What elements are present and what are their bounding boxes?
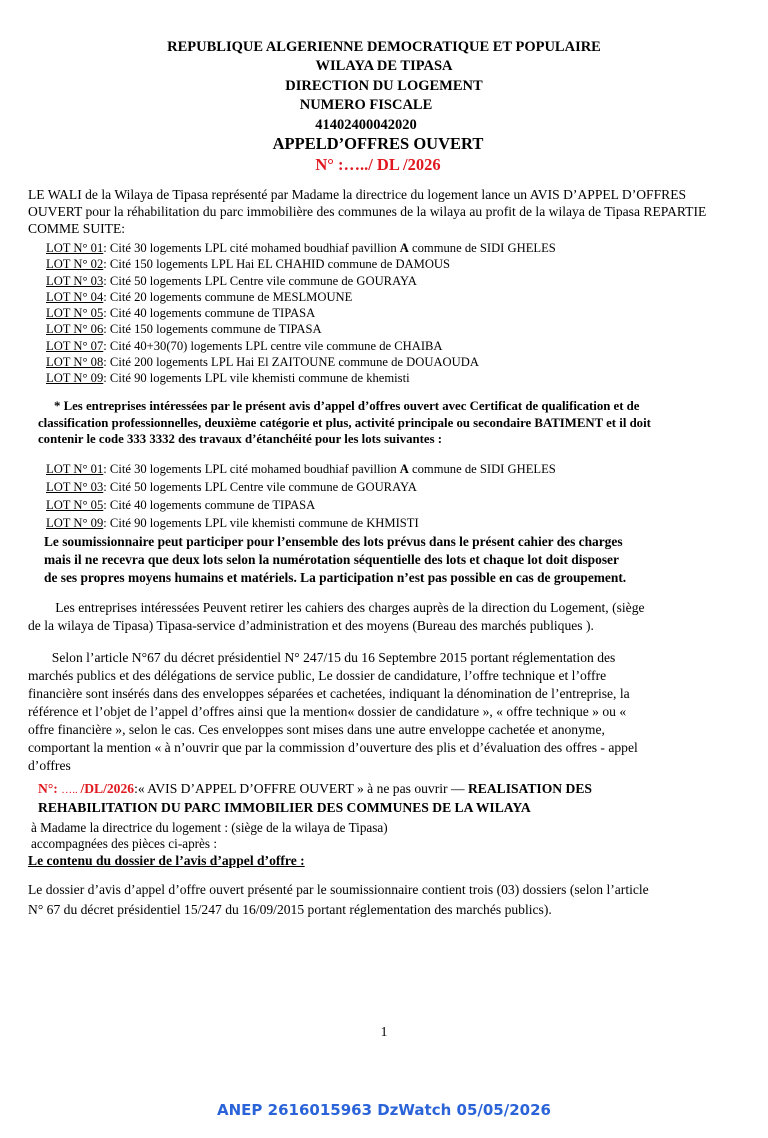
entreprises-paragraph <box>38 398 738 448</box>
lot-label: LOT N° 09 <box>46 516 104 530</box>
retirer-line: Les entreprises intéressées Peuvent retirer les cahiers des charges auprès de la direction du Logement, (siège <box>28 600 645 615</box>
lot-text-post: commune de SIDI GHELES <box>408 462 556 476</box>
accompagnees-line: accompagnées des pièces ci-après : <box>31 836 217 851</box>
document-number: N° :…../ DL /2026 <box>315 155 441 174</box>
dossier-line: N° 67 du décret présidentiel 15/247 du 16/09/2015 portant réglementation des marchés publics). <box>28 902 552 917</box>
lot-text: : Cité 200 logements LPL Hai El ZAITOUNE commune de DOUAOUDA <box>103 355 479 370</box>
lots-list-secondary <box>46 460 746 532</box>
lot-item <box>46 478 746 496</box>
page-number: 1 <box>380 1024 388 1039</box>
article-line: référence et l’objet de l’appel d’offres ainsi que la mention« dossier de candidature », « offre technique » ou « <box>28 704 627 719</box>
envelope-notice-line1 <box>38 780 738 799</box>
header-direction: DIRECTION DU LOGEMENT <box>285 78 483 94</box>
lot-item <box>46 273 746 289</box>
madame-line: à Madame la directrice du logement : (siège de la wilaya de Tipasa) <box>31 820 388 835</box>
article-line: marchés publics et des délégations de service public, Le dossier de candidature, l’offre technique et l’offre <box>28 668 607 683</box>
lot-label: LOT N° 07 <box>46 338 104 353</box>
soumissionnaire-line: mais il ne recevra que deux lots selon la numérotation séquentielle des lots et chaque lot doit disposer <box>44 552 619 568</box>
notice-dots: ….. <box>61 784 81 796</box>
lot-label: LOT N° 03 <box>46 273 104 288</box>
lot-label: LOT N° 08 <box>46 355 104 370</box>
lot-text: : Cité 90 logements LPL vile khemisti commune de khemisti <box>103 371 410 386</box>
lot-item <box>46 354 746 370</box>
lot-item <box>46 514 746 532</box>
article-paragraph <box>28 649 743 775</box>
lots-list <box>46 240 746 387</box>
lot-label: LOT N° 03 <box>46 480 104 494</box>
lot-text: : Cité 50 logements LPL Centre vile commune de GOURAYA <box>103 480 417 494</box>
article-line: Selon l’article N°67 du décret présidentiel N° 247/15 du 16 Septembre 2015 portant réglementation des <box>28 650 616 665</box>
notice-n-label: N°: <box>38 781 62 796</box>
notice-text-bold: REALISATION DES <box>467 781 592 796</box>
lot-label: LOT N° 01 <box>46 462 104 476</box>
entreprises-line: * Les entreprises intéressées par le présent avis d’appel d’offres ouvert avec Certificat de qualification et de <box>38 399 640 413</box>
lot-item <box>46 370 746 386</box>
article-line: d’offres <box>28 758 71 773</box>
entreprises-line: contenir le code 333 3332 des travaux d’étanchéité pour les lots suivantes : <box>38 432 443 447</box>
header-republic: REPUBLIQUE ALGERIENNE DEMOCRATIQUE ET POPULAIRE <box>167 39 601 55</box>
lot-item <box>46 321 746 337</box>
header-fiscal-label: NUMERO FISCALE <box>299 97 433 113</box>
lot-text: : Cité 50 logements LPL Centre vile commune de GOURAYA <box>103 273 417 288</box>
notice-text: :« AVIS D’APPEL D’OFFRE OUVERT » à ne pas ouvrir — <box>134 781 468 796</box>
soumissionnaire-paragraph <box>44 533 744 588</box>
entreprises-line: classification professionnelles, deuxième catégorie et plus, activité principale ou secondaire BATIMENT et il doit <box>38 415 651 430</box>
lot-label: LOT N° 09 <box>46 371 104 386</box>
document-title: APPELD’OFFRES OUVERT <box>272 134 484 153</box>
lot-text-post: commune de SIDI GHELES <box>408 241 556 255</box>
article-line: comportant la mention « à n’ouvrir que par la commission d’ouverture des plis et d’évaluation des offres - appel <box>28 740 638 755</box>
lot-text: : Cité 20 logements commune de MESLMOUNE <box>103 289 353 304</box>
lot-item <box>46 240 746 256</box>
lot-label: LOT N° 05 <box>46 498 104 512</box>
envelope-notice-line2: REHABILITATION DU PARC IMMOBILIER DES COMMUNES DE LA WILAYA <box>38 800 531 815</box>
intro-paragraph: LE WALI de la Wilaya de Tipasa représenté par Madame la directrice du logement lance un AVIS D’APPEL D’OFFRES OUVERT pour la réhabilitation du parc immobilière des communes de la wilaya au profit de la wilaya de Tipasa REPARTIE COMME SUITE: <box>28 187 707 236</box>
dossier-line: Le dossier d’avis d’appel d’offre ouvert présenté par le soumissionnaire contient trois (03) dossiers (selon l’article <box>28 882 649 897</box>
contenu-heading: Le contenu du dossier de l’avis d’appel d’offre : <box>28 853 305 868</box>
header-wilaya: WILAYA DE TIPASA <box>315 58 453 74</box>
lot-item <box>46 338 746 354</box>
soumissionnaire-line: Le soumissionnaire peut participer pour l’ensemble des lots prévus dans le présent cahier des charges <box>44 534 623 549</box>
envelope-notice <box>38 780 738 817</box>
soumissionnaire-line: de ses propres moyens humains et matériels. La participation n’est pas possible en cas de groupement. <box>44 570 627 586</box>
dossier-paragraph <box>28 880 743 920</box>
retirer-line: de la wilaya de Tipasa) Tipasa-service d’administration et des moyens (Bureau des marchés publiques ). <box>28 618 594 633</box>
anep-footer: ANEP 2616015963 DzWatch 05/05/2026 <box>217 1101 551 1119</box>
lot-text: : Cité 40 logements commune de TIPASA <box>103 306 316 321</box>
lot-item <box>46 460 746 478</box>
lot-bold: A <box>399 241 409 255</box>
lot-item <box>46 305 746 321</box>
lot-item <box>46 289 746 305</box>
lot-item <box>46 496 746 514</box>
lot-text: : Cité 40+30(70) logements LPL centre vile commune de CHAIBA <box>103 338 443 353</box>
lot-label: LOT N° 05 <box>46 306 104 321</box>
lot-text: : Cité 90 logements LPL vile khemisti commune de KHMISTI <box>103 516 419 530</box>
lot-text: : Cité 150 logements LPL Hai EL CHAHID commune de DAMOUS <box>103 257 451 272</box>
lot-label: LOT N° 02 <box>46 257 104 272</box>
lot-label: LOT N° 04 <box>46 289 104 304</box>
header-fiscal-number: 41402400042020 <box>315 117 417 133</box>
article-line: offre financière », selon le cas. Ces enveloppes sont mises dans une autre enveloppe cachetée et anonyme, <box>28 722 605 737</box>
lot-text: : Cité 40 logements commune de TIPASA <box>103 498 316 512</box>
article-line: financière sont insérés dans des enveloppes séparées et cachetées, indiquant la dénomination de l’entreprise, la <box>28 686 630 701</box>
lot-bold: A <box>399 462 409 476</box>
notice-ref: /DL/2026 <box>80 781 135 796</box>
lot-label: LOT N° 06 <box>46 322 104 337</box>
lot-label: LOT N° 01 <box>46 241 104 255</box>
lot-text: : Cité 150 logements commune de TIPASA <box>103 322 322 337</box>
lot-text: : Cité 30 logements LPL cité mohamed boudhiaf pavillion <box>103 241 400 255</box>
lot-text: : Cité 30 logements LPL cité mohamed boudhiaf pavillion <box>103 462 400 476</box>
retirer-paragraph <box>28 599 743 635</box>
lot-item <box>46 256 746 272</box>
